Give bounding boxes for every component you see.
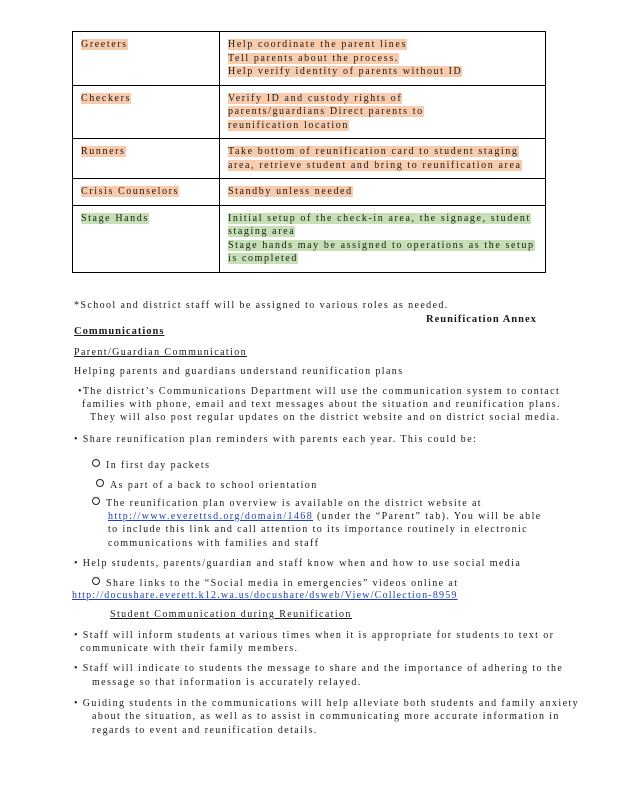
- role-duty-line: [228, 38, 537, 52]
- role-row: [73, 139, 546, 179]
- role-duty-line: [228, 225, 537, 239]
- sub-item-overview-line-2: [108, 511, 542, 522]
- role-name: Runners: [81, 146, 126, 157]
- sub-item-orientation: [96, 479, 318, 491]
- parent-communication-heading: Parent/Guardian Communication: [74, 347, 248, 358]
- sub-item-first-day: [92, 459, 210, 471]
- sub-item-social-links: [92, 577, 458, 589]
- circle-bullet-icon: [92, 497, 100, 505]
- bullet-communications-line-3: They will also post regular updates on the district website and on district social media.: [90, 412, 561, 423]
- role-duty-text: Verify ID and custody rights of: [228, 92, 403, 104]
- bullet-guiding-line-1: • Guiding students in the communications will help alleviate both students and family anxiety: [74, 698, 580, 709]
- role-duty-text: is completed: [228, 253, 299, 264]
- role-duty-text: Help coordinate the parent lines: [228, 39, 407, 50]
- role-duty-line: [228, 52, 537, 66]
- sub-item-overview: [92, 497, 482, 509]
- role-name-cell: [73, 85, 220, 139]
- communications-heading: Communications: [74, 326, 165, 337]
- social-media-videos-link[interactable]: [72, 590, 458, 601]
- role-duty-line: [228, 239, 537, 253]
- role-duties-cell: [220, 179, 546, 206]
- parent-intro: Helping parents and guardians understand reunification plans: [74, 366, 404, 377]
- role-duty-line: [228, 185, 537, 199]
- role-name-cell: [73, 205, 220, 272]
- bullet-inform-line-2: communicate with their family members.: [80, 643, 299, 654]
- role-duty-line: [228, 252, 537, 266]
- role-duties-cell: [220, 139, 546, 179]
- role-name: Checkers: [81, 92, 132, 104]
- annex-title: Reunification Annex: [426, 314, 537, 325]
- role-row: [73, 32, 546, 86]
- bullet-guiding-line-2: about the situation, as well as to assist in communicating more accurate information in: [92, 711, 560, 722]
- bullet-social-media: • Help students, parents/guardian and staff know when and how to use social media: [74, 558, 522, 569]
- bullet-indicate-line-1: • Staff will indicate to students the message to share and the importance of adhering to the: [74, 663, 564, 674]
- role-duty-text: Tell parents about the process.: [228, 52, 399, 64]
- circle-bullet-icon: [96, 479, 104, 487]
- bullet-communications-line-1: •The district’s Communications Department will use the communication system to contact: [78, 386, 561, 397]
- bullet-indicate-line-2: message so that information is accurately relayed.: [92, 677, 362, 688]
- social-media-link-text[interactable]: http://docushare.everett.k12.wa.us/docushare/dsweb/View/Collection-8959: [72, 590, 458, 601]
- role-name-cell: [73, 179, 220, 206]
- role-name-cell: [73, 32, 220, 86]
- role-duty-line: [228, 145, 537, 159]
- role-duty-line: [228, 159, 537, 173]
- bullet-inform-line-1: • Staff will inform students at various times when it is appropriate for students to text or: [74, 630, 555, 641]
- role-duty-text: Help verify identity of parents without ID: [228, 66, 463, 77]
- role-duty-text: Take bottom of reunification card to student staging: [228, 146, 519, 157]
- sub-item-overview-line-4: communications with families and staff: [108, 538, 320, 549]
- sub-item-label: The reunification plan overview is available on the district website at: [106, 498, 482, 509]
- student-communication-heading: Student Communication during Reunification: [110, 609, 352, 620]
- sub-item-overview-line-3: to include this link and call attention to its importance routinely in electronic: [108, 524, 528, 535]
- role-duty-text: staging area: [228, 226, 296, 237]
- role-name: Crisis Counselors: [81, 186, 180, 197]
- role-duties-cell: [220, 205, 546, 272]
- role-duty-text: Initial setup of the check-in area, the signage, student: [228, 212, 531, 224]
- role-row: [73, 179, 546, 206]
- role-duty-text: reunification location: [228, 119, 350, 131]
- role-duty-line: [228, 92, 537, 106]
- footnote: *School and district staff will be assigned to various roles as needed.: [74, 300, 449, 311]
- circle-bullet-icon: [92, 459, 100, 467]
- sub-item-label: (under the “Parent” tab). You will be able: [313, 511, 542, 522]
- role-row: [73, 85, 546, 139]
- role-name-cell: [73, 139, 220, 179]
- role-duties-cell: [220, 85, 546, 139]
- role-duty-line: [228, 212, 537, 226]
- role-duty-line: [228, 65, 537, 79]
- role-duty-text: parents/guardians Direct parents to: [228, 106, 424, 117]
- role-duty-text: area, retrieve student and bring to reunification area: [228, 159, 522, 171]
- role-duty-text: Standby unless needed: [228, 186, 353, 197]
- role-duty-text: Stage hands may be assigned to operations as the setup: [228, 239, 535, 251]
- roles-table: [72, 31, 546, 273]
- bullet-communications-line-2: families with phone, email and text messages about the situation and reunification plans.: [82, 399, 561, 410]
- bullet-reminders: • Share reunification plan reminders with parents each year. This could be:: [74, 434, 478, 445]
- role-duties-cell: [220, 32, 546, 86]
- sub-item-label: In first day packets: [106, 460, 211, 471]
- sub-item-label: As part of a back to school orientation: [110, 480, 318, 491]
- role-name: Greeters: [81, 39, 128, 50]
- bullet-guiding-line-3: regards to event and reunification details.: [92, 725, 318, 736]
- circle-bullet-icon: [92, 577, 100, 585]
- role-duty-line: [228, 105, 537, 119]
- role-name: Stage Hands: [81, 212, 149, 224]
- sub-item-label: Share links to the “Social media in emergencies” videos online at: [106, 578, 459, 589]
- role-duty-line: [228, 119, 537, 133]
- district-reunification-link[interactable]: http://www.everettsd.org/domain/1468: [108, 511, 314, 522]
- role-row: [73, 205, 546, 272]
- roles-table-body: [73, 32, 546, 273]
